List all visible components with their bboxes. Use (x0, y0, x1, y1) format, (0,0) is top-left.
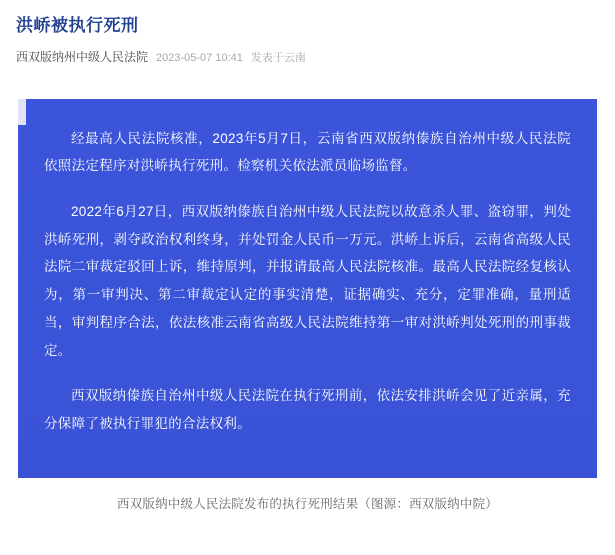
statement-card-body (44, 125, 571, 438)
figure-caption: 西双版纳中级人民法院发布的执行死刑结果（图源：西双版纳中院） (116, 496, 498, 511)
article-figure (0, 99, 615, 512)
statement-paragraph: 2022年6月27日，西双版纳傣族自治州中级人民法院以故意杀人罪、盗窃罪，判处洪峤死刑，剥夺政治权利终身，并处罚金人民币一万元。洪峤上诉后，云南省高级人民法院二审裁定驳回上诉，维持原判，并报请最高人民法院核准。最高人民法院经复核认为，第一审判决、第二审裁定认定的事实清楚，证据确实、充分，定罪准确，量刑适当，审判程序合法，依法核准云南省高级人民法院维持第一审对洪峤判处死刑的刑事裁定。 (44, 204, 571, 358)
statement-card (18, 99, 597, 478)
article-timestamp: 2023-05-07 10:41 (156, 51, 243, 64)
quote-marker-icon (18, 99, 26, 125)
statement-paragraph: 经最高人民法院核准，2023年5月7日，云南省西双版纳傣族自治州中级人民法院依照法定程序对洪峤执行死刑。检察机关依法派员临场监督。 (44, 130, 571, 174)
article-source: 西双版纳州中级人民法院 (16, 49, 149, 64)
article-meta (0, 38, 615, 65)
page-title: 洪峤被执行死刑 (16, 16, 139, 35)
article-publish-location: 发表于云南 (250, 51, 306, 64)
statement-paragraph: 西双版纳傣族自治州中级人民法院在执行死刑前，依法安排洪峤会见了近亲属，充分保障了被执行罪犯的合法权利。 (44, 388, 571, 431)
